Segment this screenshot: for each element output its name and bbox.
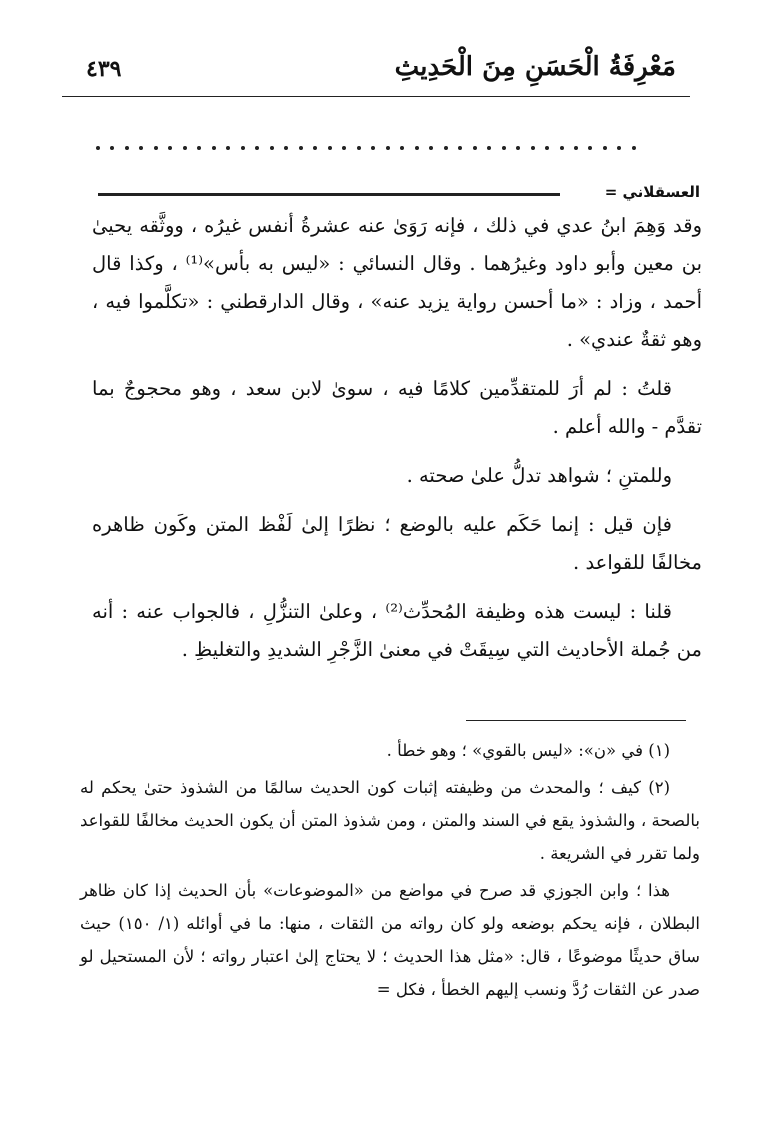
source-rule [98,193,560,196]
footnote: (١) في «ن»: «ليس بالقوي» ؛ وهو خطأ . [386,741,670,760]
paragraph: قلنا : ليست هذه وظيفة المُحدِّث⁽²⁾ ، وعلىٰ التنزُّلِ ، فالجواب عنه : أنه من جُملة الأحاديث التي سِيقَتْ في معنىٰ الزَّجْرِ الشديدِ والتغليظِ . [92,600,702,661]
paragraph: وللمتنِ ؛ شواهد تدلُّ علىٰ صحته . [406,464,672,487]
footnote: (٢) كيف ؛ والمحدث من وظيفته إثبات كون الحديث سالمًا من الشذوذ حتىٰ يحكم له بالصحة ، والشذوذ يقع في السند والمتن ، ومن شذوذ المتن أن يكون الحديث مخالفًا للقواعد ولما تقرر في الشريعة . [80,778,700,863]
paragraph: فإن قيل : إنما حَكَم عليه بالوضع ؛ نظرًا إلىٰ لَفْظ المتن وكَون ظاهره مخالفًا للقواعد . [92,513,702,574]
header-rule [62,96,690,97]
page-number: ٤٣٩ [86,56,122,82]
footnote: هذا ؛ وابن الجوزي قد صرح في مواضع من «الموضوعات» بأن الحديث إذا كان ظاهر البطلان ، فإنه يحكم بوضعه ولو كان رواته من الثقات ، منها: ما في أوائله (١/ ١٥٠) حيث ساق حديثًا موضوعًا ، قال: «مثل هذا الحديث ؛ لا يحتاج إلىٰ اعتبار رواته ؛ لأن المستحيل لو صدر عن الثقات رُدَّ ونسب إليهم الخطأ ، فكل = [80,881,700,999]
footnotes [80,734,700,1006]
main-text [92,207,702,669]
paragraph: وقد وَهِمَ ابنُ عدي في ذلك ، فإنه رَوَىٰ عنه عشرةُ أنفس غيرُه ، ووثَّقه يحيىٰ بن معين وأبو داود وغيرُهما . وقال النسائي : «ليس به بأس»⁽¹⁾ ، وكذا قال أحمد ، وزاد : «ما أحسن رواية يزيد عنه» ، وقال الدارقطني : «تكلَّموا فيه ، وهو ثقةٌ عندي» . [92,214,702,351]
running-title: مَعْرِفَةُ الْحَسَنِ مِنَ الْحَدِيثِ [394,52,676,82]
footnote-rule [466,720,686,721]
source-label: العسقلاني = [604,183,700,201]
paragraph: قلتُ : لم أرَ للمتقدِّمين كلامًا فيه ، سوىٰ لابن سعد ، وهو محجوجٌ بما تقدَّم - والله أعلم . [92,377,702,438]
dotted-separator [96,146,636,166]
